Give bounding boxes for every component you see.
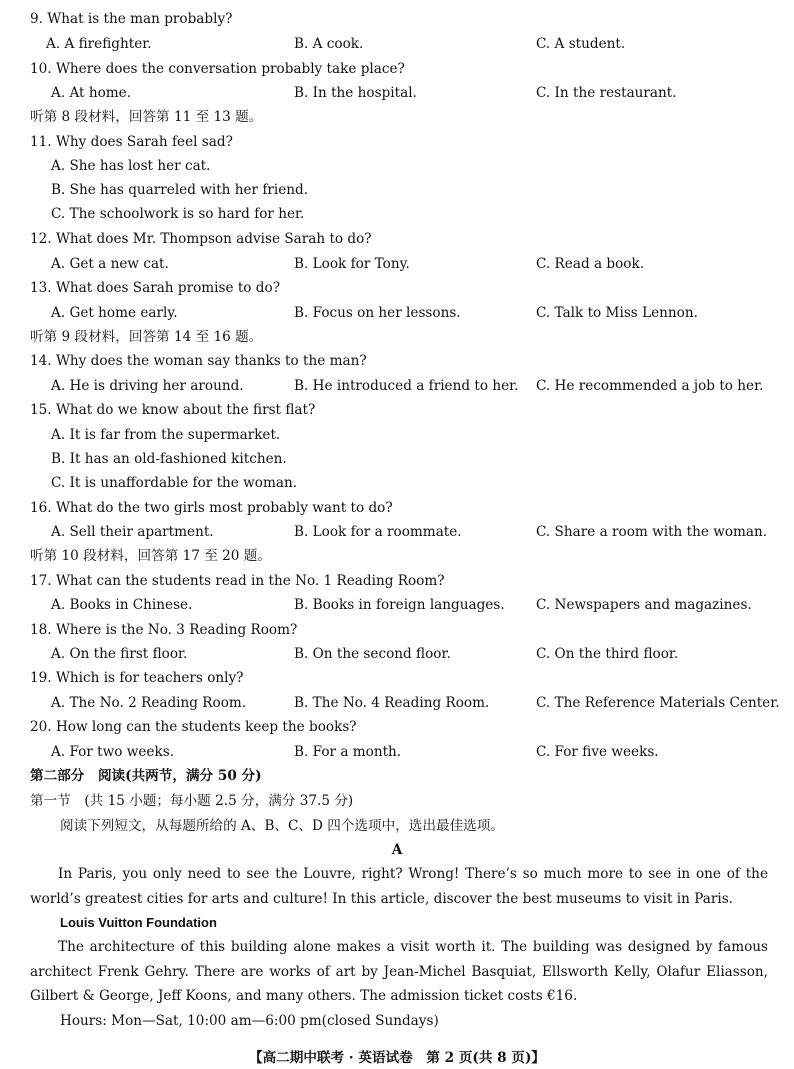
option-18a: A. On the first floor. (51, 646, 188, 662)
option-19b: B. The No. 4 Reading Room. (294, 695, 490, 711)
question-17: 17. What can the students read in the No. 1 Reading Room? (30, 573, 445, 589)
option-14c: C. He recommended a job to her. (536, 378, 764, 394)
option-10b: B. In the hospital. (294, 85, 417, 101)
passage-intro (30, 862, 768, 911)
option-16c: C. Share a room with the woman. (536, 524, 768, 540)
option-13b: B. Focus on her lessons. (294, 305, 461, 321)
option-11a: A. She has lost her cat. (51, 158, 211, 174)
option-11b: B. She has quarreled with her friend. (51, 182, 309, 198)
museum-description (30, 935, 768, 1009)
option-15b: B. It has an old-fashioned kitchen. (51, 451, 287, 467)
question-10: 10. Where does the conversation probably take place? (30, 61, 405, 77)
passage-label: A (391, 842, 403, 858)
reading-directions: 阅读下列短文，从每题所给的 A、B、C、D 四个选项中，选出最佳选项。 (60, 818, 504, 834)
option-11c: C. The schoolwork is so hard for her. (51, 206, 305, 222)
question-16: 16. What do the two girls most probably want to do? (30, 500, 393, 516)
option-9a: A. A firefighter. (46, 36, 152, 52)
option-19a: A. The No. 2 Reading Room. (51, 695, 247, 711)
option-15a: A. It is far from the supermarket. (51, 427, 281, 443)
option-10a: A. At home. (51, 85, 132, 101)
question-20: 20. How long can the students keep the books? (30, 719, 357, 735)
option-14b: B. He introduced a friend to her. (294, 378, 519, 394)
question-18: 18. Where is the No. 3 Reading Room? (30, 622, 298, 638)
option-18c: C. On the third floor. (536, 646, 679, 662)
option-13a: A. Get home early. (51, 305, 178, 321)
option-14a: A. He is driving her around. (51, 378, 244, 394)
question-11: 11. Why does Sarah feel sad? (30, 134, 233, 150)
option-16b: B. Look for a roommate. (294, 524, 462, 540)
option-10c: C. In the restaurant. (536, 85, 677, 101)
question-13: 13. What does Sarah promise to do? (30, 280, 280, 296)
option-16a: A. Sell their apartment. (51, 524, 214, 540)
option-12a: A. Get a new cat. (51, 256, 169, 272)
question-9: 9. What is the man probably? (30, 11, 233, 27)
option-18b: B. On the second floor. (294, 646, 451, 662)
option-9b: B. A cook. (294, 36, 364, 52)
passage-intro-text: In Paris, you only need to see the Louvre, right? Wrong! There’s so much more to see in one of the world’s greatest cities for arts and culture! In this article, discover the best museums to visit in Paris. (30, 866, 768, 907)
question-19: 19. Which is for teachers only? (30, 670, 244, 686)
section1-title: 第一节 (共 15 小题；每小题 2.5 分，满分 37.5 分) (30, 793, 354, 809)
option-17a: A. Books in Chinese. (51, 597, 193, 613)
option-20c: C. For five weeks. (536, 744, 659, 760)
option-9c: C. A student. (536, 36, 626, 52)
option-12c: C. Read a book. (536, 256, 645, 272)
option-15c: C. It is unaffordable for the woman. (51, 475, 298, 491)
question-15: 15. What do we know about the first flat? (30, 402, 316, 418)
page-footer: 【高二期中联考 · 英语试卷 第 2 页(共 8 页)】 (248, 1050, 545, 1066)
option-19c: C. The Reference Materials Center. (536, 695, 780, 711)
option-17c: C. Newspapers and magazines. (536, 597, 752, 613)
option-17b: B. Books in foreign languages. (294, 597, 505, 613)
instruction-segment-8: 听第 8 段材料，回答第 11 至 13 题。 (30, 109, 263, 125)
museum-hours: Hours: Mon—Sat, 10:00 am—6:00 pm(closed Sundays) (60, 1013, 439, 1029)
question-14: 14. Why does the woman say thanks to the man? (30, 353, 367, 369)
option-13c: C. Talk to Miss Lennon. (536, 305, 698, 321)
option-12b: B. Look for Tony. (294, 256, 410, 272)
museum-description-text: The architecture of this building alone makes a visit worth it. The building was designed by famous architect Frenk Gehry. There are works of art by Jean-Michel Basquiat, Ellsworth Kelly, Olafur Eliasson, Gilbert & George, Jeff Koons, and many others. The admission ticket costs €16. (30, 939, 768, 1004)
option-20b: B. For a month. (294, 744, 402, 760)
instruction-segment-9: 听第 9 段材料，回答第 14 至 16 题。 (30, 329, 263, 345)
part2-title: 第二部分 阅读(共两节，满分 50 分) (30, 768, 262, 784)
option-20a: A. For two weeks. (51, 744, 175, 760)
instruction-segment-10: 听第 10 段材料，回答第 17 至 20 题。 (30, 548, 271, 564)
question-12: 12. What does Mr. Thompson advise Sarah to do? (30, 231, 372, 247)
museum-name: Louis Vuitton Foundation (60, 915, 217, 930)
